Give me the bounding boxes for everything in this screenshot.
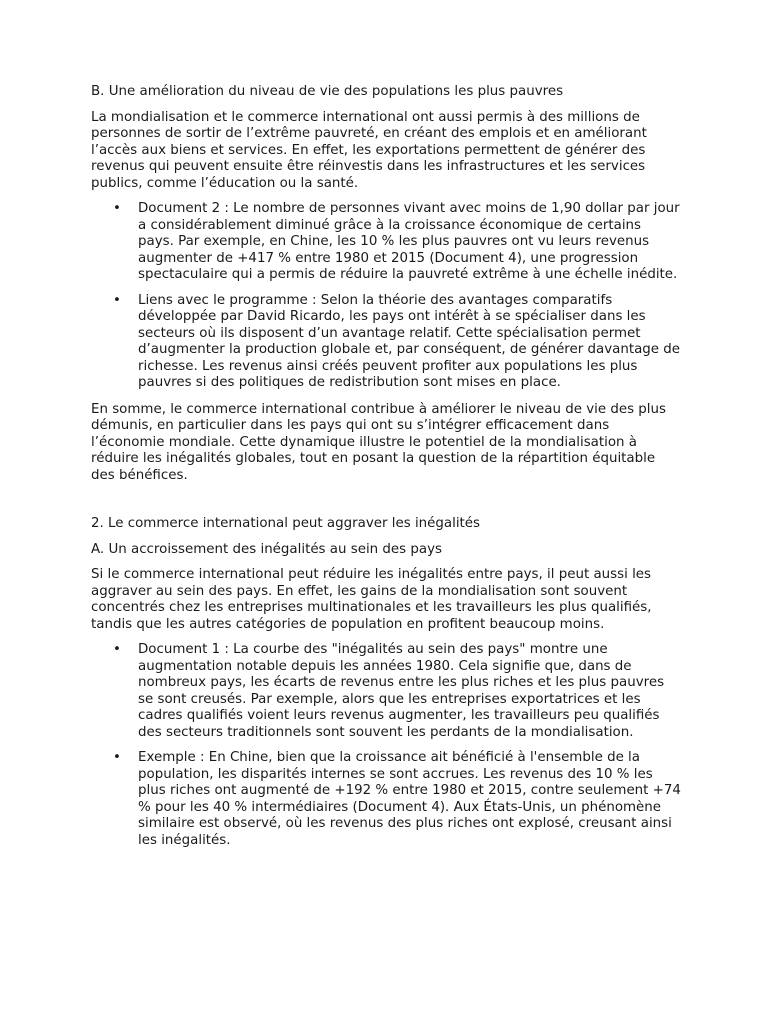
section-2a-bullet-list bbox=[91, 642, 681, 849]
section-2-heading: 2. Le commerce international peut aggraver les inégalités bbox=[91, 516, 481, 531]
bullet-marker: • bbox=[113, 642, 121, 657]
list-item bbox=[91, 750, 681, 849]
bullet-marker: • bbox=[113, 750, 121, 765]
list-item bbox=[91, 642, 681, 741]
bullet-marker: • bbox=[113, 292, 121, 308]
list-item-text: Document 2 : Le nombre de personnes vivant avec moins de 1,90 dollar par jour a considérablement diminué grâce à la croissance économique de certains pays. Par exemple, en Chine, les 10 % les plus pauvres ont vu leurs revenus augmenter de +417 % entre 1980 et 2015 (Document 4), une progression spectaculaire qui a permis de réduire la pauvreté extrême à une échelle inédite. bbox=[138, 201, 680, 282]
list-item bbox=[91, 201, 681, 284]
section-b-heading: B. Une amélioration du niveau de vie des populations les plus pauvres bbox=[91, 84, 564, 99]
list-item-text: Exemple : En Chine, bien que la croissance ait bénéficié à l'ensemble de la population, les disparités internes se sont accrues. Les revenus des 10 % les plus riches ont augmenté de +192 % entre 1980 et 2015, contre seulement +74 % pour les 40 % intermédiaires (Document 4). Aux États-Unis, un phénomène similaire est observé, où les revenus des plus riches ont explosé, creusant ainsi les inégalités. bbox=[138, 750, 681, 848]
section-b-conclusion-paragraph: En somme, le commerce international contribue à améliorer le niveau de vie des plus démunis, en particulier dans les pays qui ont su s’intégrer efficacement dans l’économie mondiale. Cette dynamique illustre le potentiel de la mondialisation à réduire les inégalités globales, tout en posant la question de la répartition équitable des bénéfices. bbox=[91, 401, 666, 483]
document-page bbox=[91, 84, 681, 859]
section-2a-intro-paragraph: Si le commerce international peut réduire les inégalités entre pays, il peut aussi les aggraver au sein des pays. En effet, les gains de la mondialisation sont souvent concentrés chez les entreprises multinationales et les travailleurs les plus qualifiés, tandis que les autres catégories de population en profitent beaucoup moins. bbox=[91, 567, 652, 632]
list-item-text: Liens avec le programme : Selon la théorie des avantages comparatifs développée par David Ricardo, les pays ont intérêt à se spécialiser dans les secteurs où ils disposent d’un avantage relatif. Cette spécialisation permet d’augmenter la production globale et, par conséquent, de générer davantage de richesse. Les revenus ainsi créés peuvent profiter aux populations les plus pauvres si des politiques de redistribution sont mises en place. bbox=[138, 292, 681, 390]
section-2a-subheading: A. Un accroissement des inégalités au sein des pays bbox=[91, 541, 442, 557]
section-b-bullet-list bbox=[91, 201, 681, 392]
section-b-intro-paragraph: La mondialisation et le commerce international ont aussi permis à des millions de personnes de sortir de l’extrême pauvreté, en créant des emplois et en améliorant l’accès aux biens et services. En effet, les exportations permettent de générer des revenus qui peuvent ensuite être réinvestis dans les infrastructures et les services publics, comme l’éducation ou la santé. bbox=[91, 109, 647, 191]
list-item-text: Document 1 : La courbe des "inégalités au sein des pays" montre une augmentation notable depuis les années 1980. Cela signifie que, dans de nombreux pays, les écarts de revenus entre les plus riches et les plus pauvres se sont creusés. Par exemple, alors que les entreprises exportatrices et les cadres qualifiés voient leurs revenus augmenter, les travailleurs peu qualifiés des secteurs traditionnels sont souvent les perdants de la mondialisation. bbox=[138, 642, 665, 740]
list-item bbox=[91, 293, 681, 392]
bullet-marker: • bbox=[113, 201, 121, 216]
